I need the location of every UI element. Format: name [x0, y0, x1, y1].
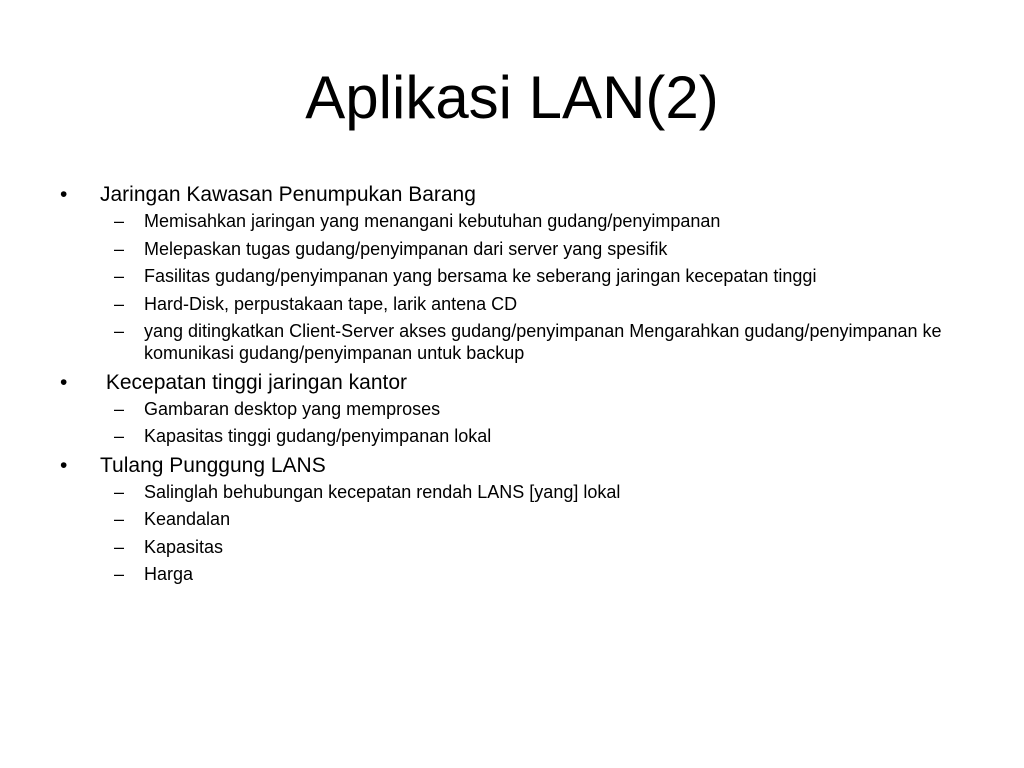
- sub-bullet-list: [100, 481, 956, 586]
- sub-bullet-item: [100, 481, 956, 503]
- sub-bullet-label: yang ditingkatkan Client-Server akses gudang/penyimpanan Mengarahkan gudang/penyimpanan ke komunikasi gudang/penyimpanan untuk backup: [144, 321, 942, 363]
- dash-icon: –: [114, 426, 125, 446]
- bullet-list: [56, 182, 956, 585]
- sub-bullet-item: [100, 293, 956, 315]
- bullet-item: [56, 453, 956, 586]
- sub-bullet-label: Memisahkan jaringan yang menangani kebutuhan gudang/penyimpanan: [144, 211, 721, 231]
- sub-bullet-list: [100, 210, 956, 364]
- dash-icon: –: [114, 509, 125, 529]
- dash-icon: –: [114, 211, 125, 231]
- bullet-label: Kecepatan tinggi jaringan kantor: [100, 370, 408, 394]
- sub-bullet-item: [100, 563, 956, 585]
- sub-bullet-item: [100, 536, 956, 558]
- sub-bullet-item: [100, 425, 956, 447]
- sub-bullet-label: Hard-Disk, perpustakaan tape, larik antena CD: [144, 293, 518, 314]
- sub-bullet-label: Kapasitas: [144, 536, 224, 557]
- dash-icon: –: [114, 321, 125, 341]
- bullet-icon: •: [60, 370, 68, 394]
- bullet-label: Tulang Punggung LANS: [100, 453, 326, 477]
- sub-bullet-label: Fasilitas gudang/penyimpanan yang bersama ke seberang jaringan kecepatan tinggi: [144, 266, 817, 286]
- dash-icon: –: [114, 266, 125, 286]
- sub-bullet-item: [100, 508, 956, 530]
- bullet-label: Jaringan Kawasan Penumpukan Barang: [100, 183, 476, 206]
- dash-icon: –: [114, 238, 125, 259]
- sub-bullet-item: [100, 320, 956, 364]
- dash-icon: –: [114, 481, 125, 502]
- sub-bullet-item: [100, 265, 956, 287]
- sub-bullet-label: Melepaskan tugas gudang/penyimpanan dari server yang spesifik: [144, 238, 668, 259]
- sub-bullet-item: [100, 398, 956, 420]
- bullet-item: [56, 182, 956, 364]
- slide-title: Aplikasi LAN(2): [305, 64, 719, 131]
- dash-icon: –: [114, 293, 125, 314]
- bullet-item: [56, 370, 956, 448]
- bullet-icon: •: [60, 453, 68, 477]
- sub-bullet-label: Keandalan: [144, 509, 231, 529]
- sub-bullet-label: Kapasitas tinggi gudang/penyimpanan lokal: [144, 426, 492, 446]
- sub-bullet-label: Gambaran desktop yang memproses: [144, 398, 441, 419]
- sub-bullet-item: [100, 238, 956, 260]
- sub-bullet-label: Salinglah behubungan kecepatan rendah LANS [yang] lokal: [144, 481, 621, 502]
- sub-bullet-item: [100, 210, 956, 232]
- bullet-icon: •: [60, 183, 68, 206]
- dash-icon: –: [114, 536, 125, 557]
- sub-bullet-label: Harga: [144, 564, 194, 584]
- sub-bullet-list: [100, 398, 956, 448]
- slide-content: [56, 180, 956, 591]
- dash-icon: –: [114, 564, 125, 584]
- dash-icon: –: [114, 398, 125, 419]
